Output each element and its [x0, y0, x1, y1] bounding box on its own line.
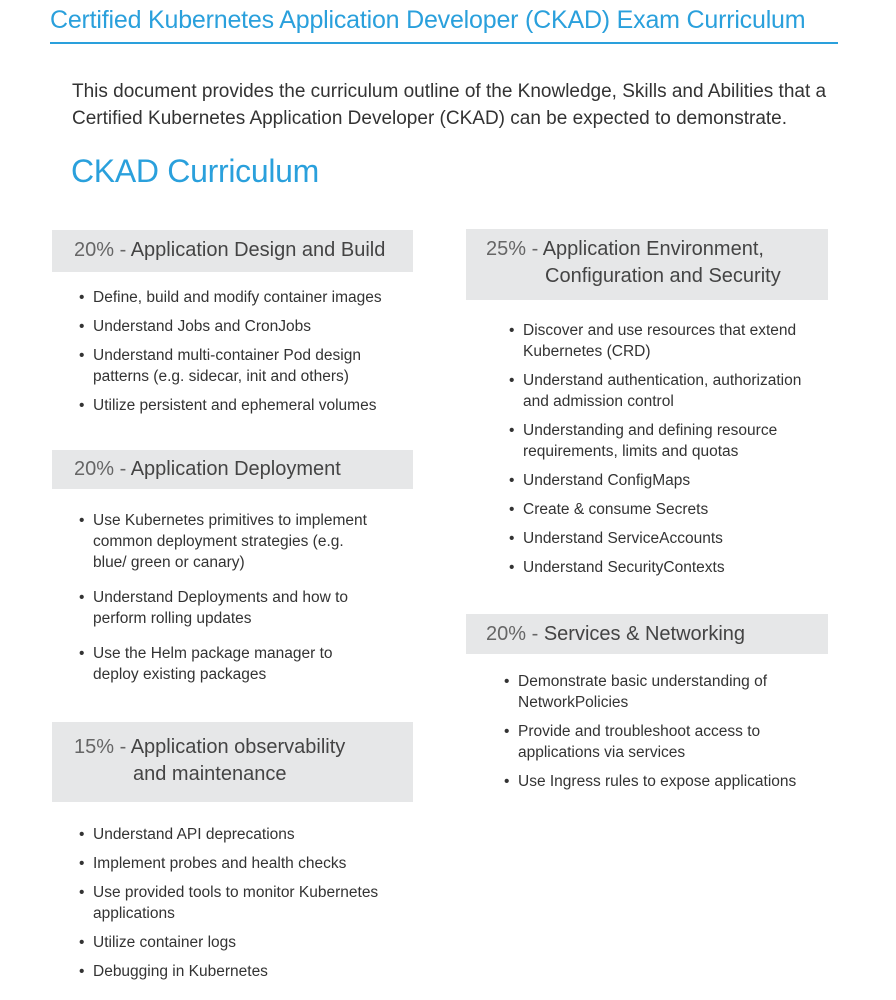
section-list-observability: [79, 824, 399, 982]
section-title-design-build: [74, 237, 385, 264]
section-name-continued: Configuration and Security: [545, 265, 781, 287]
list-item: • Understand authentication, authorization and admission control: [509, 370, 809, 412]
section-title-environment: [486, 236, 826, 290]
section-list-deployment: [79, 510, 379, 685]
section-percent: 25%: [486, 238, 527, 260]
section-percent: 20%: [74, 458, 115, 480]
list-item: • Understand multi-container Pod design patterns (e.g. sidecar, init and others): [79, 345, 399, 387]
curriculum-heading: CKAD Curriculum: [71, 153, 319, 189]
list-item: • Define, build and modify container images: [79, 287, 399, 308]
list-item: • Use Kubernetes primitives to implement common deployment strategies (e.g. blue/ green or canary): [79, 510, 379, 573]
section-percent: 15%: [74, 736, 115, 758]
list-item: • Create & consume Secrets: [509, 499, 809, 520]
list-item: • Use provided tools to monitor Kubernetes applications: [79, 882, 399, 924]
list-item: • Utilize container logs: [79, 932, 399, 953]
list-item: • Debugging in Kubernetes: [79, 961, 399, 982]
section-separator: -: [119, 458, 127, 480]
list-item: • Understand ConfigMaps: [509, 470, 809, 491]
list-item: • Use the Helm package manager to deploy existing packages: [79, 643, 379, 685]
document-title: Certified Kubernetes Application Developer (CKAD) Exam Curriculum: [50, 6, 806, 34]
section-name: Application Environment,: [542, 238, 764, 260]
list-item: • Implement probes and health checks: [79, 853, 399, 874]
list-item: • Utilize persistent and ephemeral volumes: [79, 395, 399, 416]
section-name: Application observability: [130, 736, 346, 758]
section-percent: 20%: [74, 239, 115, 261]
list-item: • Discover and use resources that extend Kubernetes (CRD): [509, 320, 809, 362]
section-separator: -: [119, 736, 127, 758]
section-title-observability: [74, 734, 404, 788]
section-name: Services & Networking: [543, 623, 746, 645]
list-item: • Understanding and defining resource requirements, limits and quotas: [509, 420, 809, 462]
section-name: Application Design and Build: [130, 239, 386, 261]
section-separator: -: [119, 239, 127, 261]
section-separator: -: [531, 623, 539, 645]
intro-paragraph: This document provides the curriculum outline of the Knowledge, Skills and Abilities that a Certified Kubernetes Application Developer (CKAD) can be expected to demonstrate.: [72, 81, 827, 129]
document-header: [50, 6, 838, 44]
section-title-deployment: [74, 456, 341, 483]
section-percent: 20%: [486, 623, 527, 645]
section-title-networking: [486, 621, 745, 648]
list-item: • Demonstrate basic understanding of NetworkPolicies: [504, 671, 804, 713]
section-list-networking: [504, 671, 804, 792]
section-separator: -: [531, 238, 539, 260]
list-item: • Understand Jobs and CronJobs: [79, 316, 399, 337]
section-list-design-build: [79, 287, 399, 416]
section-name: Application Deployment: [130, 458, 341, 480]
list-item: • Use Ingress rules to expose applications: [504, 771, 804, 792]
section-list-environment: [509, 320, 809, 578]
list-item: • Understand ServiceAccounts: [509, 528, 809, 549]
section-name-continued: and maintenance: [133, 763, 287, 785]
list-item: • Understand Deployments and how to perform rolling updates: [79, 587, 379, 629]
list-item: • Understand API deprecations: [79, 824, 399, 845]
list-item: • Understand SecurityContexts: [509, 557, 809, 578]
list-item: • Provide and troubleshoot access to applications via services: [504, 721, 804, 763]
